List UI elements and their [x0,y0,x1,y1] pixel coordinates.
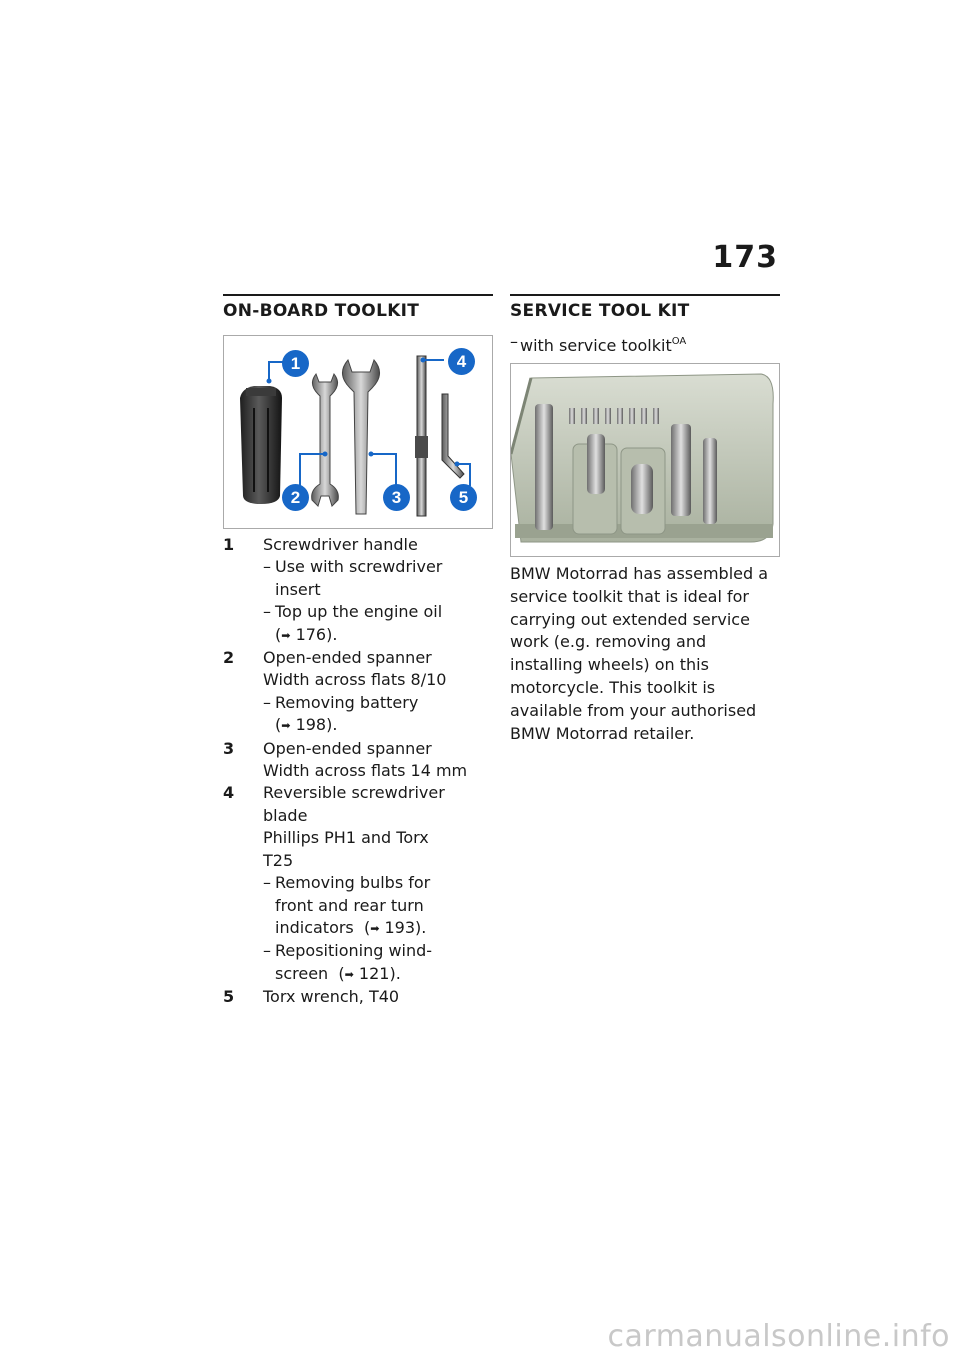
item-number: 1 [223,535,235,554]
page-reference-link[interactable]: screen (➡ 121). [275,963,401,983]
bullet-text: – Removing bulbs for [275,873,431,893]
page-reference-link[interactable]: (➡ 198). [275,715,338,735]
bullet-text: screen [275,963,329,983]
screwdriver-handle-shape [240,386,282,504]
bullet-item [263,940,493,986]
bullet-text: front and rear turn [275,895,424,915]
list-item [223,782,493,986]
item-number: 2 [223,648,235,668]
arrow-right-icon: ➡ [281,719,291,733]
spanner-small-shape [312,374,339,506]
item-title: Screwdriver handle [263,535,418,554]
list-item [223,534,493,647]
section-heading: ON-BOARD TOOLKIT [223,294,493,327]
page-reference: 198). [295,715,338,735]
page-reference: 176). [295,624,338,644]
callout-1: 1 [282,350,309,377]
item-detail: Width across flats 14 mm [263,761,468,781]
bullet-item [263,692,493,738]
bullet-text: insert [275,579,321,599]
page-reference: 193). [384,917,427,937]
optional-accessory-marker: OA [671,336,687,347]
service-toolkit-figure [510,363,780,557]
item-title: Open-ended spanner [263,738,432,758]
spanner-large-shape [342,360,379,514]
item-detail: T25 [263,850,294,870]
bullet-text: – Repositioning wind- [275,941,433,961]
item-title: Open-ended spanner [263,648,432,668]
callout-3: 3 [383,484,410,511]
bullet-text: – Removing battery [275,692,419,712]
item-number: 3 [223,738,235,758]
page-reference-link[interactable]: (➡ 176). [275,624,338,644]
section-heading: SERVICE TOOL KIT [510,294,780,327]
service-toolkit-description: BMW Motorrad has assembled a service toolkit that is ideal for carrying out extended service work (e.g. removing and installing wheels) on this motorcycle. This toolkit is available from your authorised BMW Motorrad retailer. [510,564,769,743]
callout-5: 5 [450,484,477,511]
service-tool-kit-section [510,294,780,745]
list-item [223,738,493,783]
item-detail: Width across flats 8/10 [263,670,447,690]
list-item [223,986,493,1008]
bullet-item [263,872,493,940]
item-number: 5 [223,987,235,1007]
item-title: Torx wrench, T40 [263,987,400,1007]
onboard-toolkit-figure [223,335,493,529]
bullet-text: indicators [275,917,354,937]
torx-wrench-shape [442,394,464,478]
page-reference-link[interactable]: indicators (➡ 193). [275,917,427,937]
watermark: carmanualsonline.info [607,1319,950,1354]
callout-2: 2 [282,484,309,511]
subheading-text: with service toolkit [520,336,672,355]
onboard-toolkit-section [223,294,493,1009]
bullet-item [263,601,493,647]
service-toolkit-illustration [511,364,779,556]
page-reference: 121). [358,963,401,983]
item-number: 4 [223,783,235,803]
item-title: blade [263,805,308,825]
callout-4: 4 [448,348,475,375]
bullet-text: – Top up the engine oil [275,602,443,622]
item-title: Reversible screwdriver [263,783,445,803]
tool-list [223,534,493,1009]
page-number: 173 [712,240,778,275]
item-detail: Phillips PH1 and Torx [263,828,429,848]
arrow-right-icon: ➡ [281,628,291,642]
arrow-right-icon: ➡ [370,921,380,935]
bullet-text: – Use with screwdriver [275,557,443,577]
bullet-item [263,556,493,601]
arrow-right-icon: ➡ [344,967,354,981]
list-item [223,647,493,738]
option-subheading [510,331,780,357]
